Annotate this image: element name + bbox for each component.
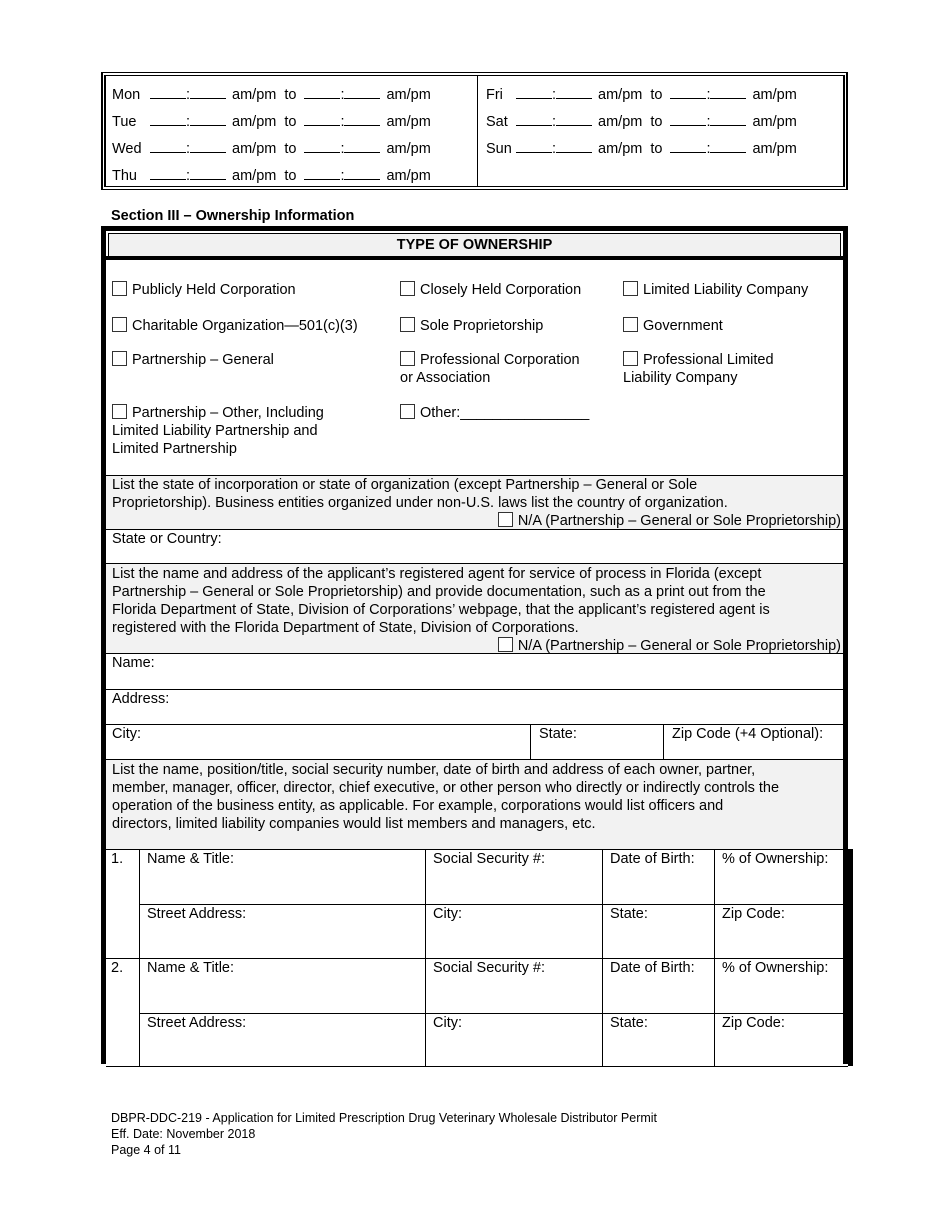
- minute-blank[interactable]: [190, 111, 226, 126]
- option-sole-prop[interactable]: [400, 317, 543, 335]
- agent-instructions: [106, 563, 843, 654]
- day-label: Mon: [112, 87, 141, 103]
- instruction-line: member, manager, officer, director, chief executive, or other person who directly or indirectly controls the: [112, 780, 780, 796]
- na-option[interactable]: [498, 512, 841, 530]
- ampm-label: am/pm: [386, 168, 431, 184]
- checkbox[interactable]: [498, 512, 513, 527]
- to-label: to: [650, 141, 663, 157]
- colon: :: [552, 114, 557, 130]
- instruction-line: List the name and address of the applicant’s registered agent for service of process in Florida (except: [112, 566, 762, 582]
- option-label: Professional Corporation: [420, 352, 580, 368]
- hour-blank[interactable]: [516, 138, 552, 153]
- section-title: Section III – Ownership Information: [111, 208, 355, 224]
- minute-blank[interactable]: [710, 138, 746, 153]
- option-label: Publicly Held Corporation: [132, 282, 296, 298]
- checkbox[interactable]: [400, 281, 415, 296]
- minute-blank[interactable]: [556, 138, 592, 153]
- colon: :: [552, 141, 557, 157]
- instruction-line: registered with the Florida Department of State, Division of Corporations.: [112, 620, 579, 636]
- checkbox[interactable]: [112, 404, 127, 419]
- grid-right-border: [848, 849, 853, 1066]
- to-label: to: [650, 114, 663, 130]
- ampm-label: am/pm: [598, 87, 643, 103]
- cell-divider: [530, 724, 531, 759]
- option-other[interactable]: [400, 404, 589, 422]
- option-government[interactable]: [623, 317, 723, 335]
- ampm-label: am/pm: [232, 141, 277, 157]
- ampm-label: am/pm: [232, 168, 277, 184]
- option-publicly-held[interactable]: [112, 281, 296, 299]
- owner-street-field[interactable]: Street Address:: [147, 905, 247, 922]
- grid-rule: [106, 1066, 139, 1067]
- colon: :: [706, 141, 711, 157]
- to-label: to: [284, 114, 297, 130]
- day-label: Sat: [486, 114, 508, 130]
- ampm-label: am/pm: [598, 141, 643, 157]
- hour-blank[interactable]: [304, 111, 340, 126]
- to-label: to: [284, 141, 297, 157]
- ampm-label: am/pm: [598, 114, 643, 130]
- option-partnership-general[interactable]: [112, 351, 274, 369]
- day-label: Fri: [486, 87, 503, 103]
- option-label: Sole Proprietorship: [420, 318, 544, 334]
- ampm-label: am/pm: [752, 141, 797, 157]
- colon: :: [186, 114, 191, 130]
- day-label: Thu: [112, 168, 137, 184]
- state-or-country-field[interactable]: State or Country:: [112, 531, 222, 547]
- checkbox[interactable]: [498, 637, 513, 652]
- ampm-label: am/pm: [232, 114, 277, 130]
- hours-row: [112, 138, 431, 160]
- instruction-line: directors, limited liability companies would list members and managers, etc.: [112, 816, 596, 832]
- checkbox[interactable]: [112, 351, 127, 366]
- form-id: DBPR-DDC-219 - Application for Limited Prescription Drug Veterinary Wholesale Distributor Permit: [111, 1111, 658, 1125]
- owner-num-field: 2.: [111, 960, 124, 976]
- day-label: Sun: [486, 141, 512, 157]
- option-closely-held[interactable]: [400, 281, 581, 299]
- owners-instructions: [106, 759, 843, 850]
- incorporation-instructions: [106, 475, 843, 530]
- owner-name-field[interactable]: Name & Title:: [147, 960, 235, 976]
- rule: [106, 689, 843, 690]
- hour-blank[interactable]: [516, 111, 552, 126]
- day-label: Wed: [112, 141, 142, 157]
- colon: :: [186, 87, 191, 103]
- minute-blank[interactable]: [344, 138, 380, 153]
- option-label: Other:________________: [420, 405, 590, 421]
- minute-blank[interactable]: [344, 111, 380, 126]
- to-label: to: [284, 87, 297, 103]
- ampm-label: am/pm: [386, 87, 431, 103]
- option-prof-corp[interactable]: [400, 351, 580, 387]
- grid-column-rule: [139, 849, 140, 1066]
- hours-divider: [477, 76, 478, 186]
- minute-blank[interactable]: [556, 111, 592, 126]
- agent-state-field[interactable]: State:: [539, 726, 577, 742]
- option-prof-llc[interactable]: [623, 351, 774, 387]
- owner-zip-field[interactable]: Zip Code:: [722, 1014, 785, 1031]
- grid-column-rule: [425, 849, 426, 1066]
- option-charitable[interactable]: [112, 317, 358, 335]
- owner-pct-field[interactable]: % of Ownership:: [722, 960, 829, 976]
- grid-column-rule: [602, 849, 603, 1066]
- checkbox[interactable]: [623, 317, 638, 332]
- to-label: to: [284, 168, 297, 184]
- footer: [111, 1110, 657, 1158]
- owner-name-field[interactable]: Name & Title:: [147, 851, 235, 867]
- checkbox[interactable]: [400, 317, 415, 332]
- ampm-label: am/pm: [752, 114, 797, 130]
- checkbox[interactable]: [112, 317, 127, 332]
- hour-blank[interactable]: [150, 111, 186, 126]
- instruction-line: List the state of incorporation or state of organization (except Partnership – General or Sole: [112, 477, 698, 493]
- owner-ssn-field[interactable]: Social Security #:: [433, 851, 546, 867]
- hours-row: [112, 165, 431, 187]
- minute-blank[interactable]: [344, 84, 380, 99]
- option-label-cont: Limited Partnership: [112, 441, 237, 457]
- colon: :: [186, 168, 191, 184]
- hour-blank[interactable]: [304, 165, 340, 180]
- colon: :: [552, 87, 557, 103]
- hours-table: [101, 72, 848, 190]
- colon: :: [706, 87, 711, 103]
- hour-blank[interactable]: [670, 111, 706, 126]
- owner-num-field: 1.: [111, 851, 124, 867]
- checkbox[interactable]: [112, 281, 127, 296]
- owner-state-field[interactable]: State:: [610, 1014, 648, 1031]
- effective-date: Eff. Date: November 2018: [111, 1127, 256, 1141]
- na-label: N/A (Partnership – General or Sole Proprietorship): [517, 638, 841, 654]
- grid-rule: [139, 1066, 848, 1067]
- option-label: Partnership – Other, Including: [132, 405, 324, 421]
- checkbox[interactable]: [400, 351, 415, 366]
- hour-blank[interactable]: [150, 84, 186, 99]
- option-label: Government: [643, 318, 723, 334]
- instruction-line: List the name, position/title, social security number, date of birth and address of each owner, partner,: [112, 762, 756, 778]
- owner-dob-field[interactable]: Date of Birth:: [610, 851, 695, 867]
- agent-address-field[interactable]: Address:: [112, 691, 170, 707]
- ampm-label: am/pm: [752, 87, 797, 103]
- instruction-line: Partnership – General or Sole Proprietorship) and provide documentation, such as a print out from the: [112, 584, 766, 600]
- agent-name-field[interactable]: Name:: [112, 655, 155, 671]
- hour-blank[interactable]: [516, 84, 552, 99]
- colon: :: [340, 168, 345, 184]
- agent-zip-field[interactable]: Zip Code (+4 Optional):: [672, 726, 824, 742]
- hour-blank[interactable]: [670, 84, 706, 99]
- ownership-header: TYPE OF OWNERSHIP: [108, 233, 841, 257]
- colon: :: [340, 87, 345, 103]
- instruction-line: Proprietorship). Business entities organized under non-U.S. laws list the country of organization.: [112, 495, 728, 511]
- minute-blank[interactable]: [556, 84, 592, 99]
- colon: :: [340, 141, 345, 157]
- rule: [106, 653, 843, 654]
- hours-row: [112, 111, 431, 133]
- checkbox[interactable]: [623, 351, 638, 366]
- minute-blank[interactable]: [190, 165, 226, 180]
- day-label: Tue: [112, 114, 137, 130]
- option-llc[interactable]: [623, 281, 808, 299]
- colon: :: [706, 114, 711, 130]
- header-rule: [106, 256, 843, 260]
- owner-dob-field[interactable]: Date of Birth:: [610, 960, 695, 976]
- grid-column-rule: [714, 849, 715, 1066]
- hours-row: [486, 138, 797, 160]
- minute-blank[interactable]: [190, 84, 226, 99]
- option-label-cont: Limited Liability Partnership and: [112, 423, 318, 439]
- owner-zip-field[interactable]: Zip Code:: [722, 905, 785, 922]
- minute-blank[interactable]: [190, 138, 226, 153]
- owner-pct-field[interactable]: % of Ownership:: [722, 851, 829, 867]
- minute-blank[interactable]: [344, 165, 380, 180]
- hours-row: [112, 84, 431, 106]
- checkbox[interactable]: [623, 281, 638, 296]
- hour-blank[interactable]: [304, 84, 340, 99]
- hour-blank[interactable]: [150, 138, 186, 153]
- minute-blank[interactable]: [710, 84, 746, 99]
- option-label-cont: or Association: [400, 370, 491, 386]
- to-label: to: [650, 87, 663, 103]
- option-label: Limited Liability Company: [643, 282, 809, 298]
- ampm-label: am/pm: [232, 87, 277, 103]
- hours-row: [486, 84, 797, 106]
- na-label: N/A (Partnership – General or Sole Proprietorship): [517, 513, 841, 529]
- option-label: Closely Held Corporation: [420, 282, 582, 298]
- hours-row: [486, 111, 797, 133]
- colon: :: [186, 141, 191, 157]
- owner-city-field[interactable]: City:: [433, 1014, 462, 1031]
- owner-city-field[interactable]: City:: [433, 905, 462, 922]
- option-label: Partnership – General: [132, 352, 274, 368]
- owner-street-field[interactable]: Street Address:: [147, 1014, 247, 1031]
- checkbox[interactable]: [400, 404, 415, 419]
- hour-blank[interactable]: [150, 165, 186, 180]
- ampm-label: am/pm: [386, 114, 431, 130]
- hour-blank[interactable]: [670, 138, 706, 153]
- option-partnership-other[interactable]: [112, 404, 324, 458]
- minute-blank[interactable]: [710, 111, 746, 126]
- ampm-label: am/pm: [386, 141, 431, 157]
- page-number: Page 4 of 11: [111, 1143, 181, 1157]
- colon: :: [340, 114, 345, 130]
- option-label: Charitable Organization—501(c)(3): [132, 318, 358, 334]
- option-label: Professional Limited: [643, 352, 774, 368]
- owner-ssn-field[interactable]: Social Security #:: [433, 960, 546, 976]
- owner-state-field[interactable]: State:: [610, 905, 648, 922]
- instruction-line: operation of the business entity, as applicable. For example, corporations would list officers and: [112, 798, 724, 814]
- hour-blank[interactable]: [304, 138, 340, 153]
- cell-divider: [663, 724, 664, 759]
- agent-city-field[interactable]: City:: [112, 726, 141, 742]
- option-label-cont: Liability Company: [623, 370, 738, 386]
- ownership-section: [101, 226, 848, 1064]
- owners-table: [106, 849, 848, 1066]
- instruction-line: Florida Department of State, Division of Corporations’ webpage, that the applicant’s registered agent is: [112, 602, 770, 618]
